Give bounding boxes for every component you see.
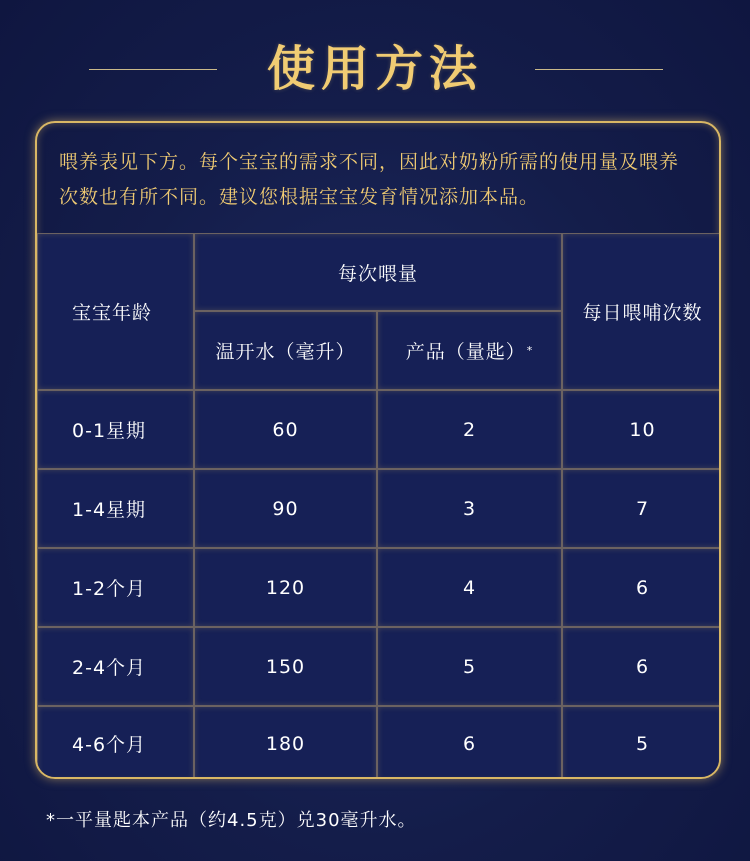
cell-daily: 10 bbox=[562, 390, 721, 469]
cell-water: 120 bbox=[194, 548, 377, 627]
cell-scoops: 6 bbox=[377, 706, 562, 779]
cell-water: 150 bbox=[194, 627, 377, 706]
header-product-footnote-mark: * bbox=[526, 344, 534, 357]
cell-age: 0-1星期 bbox=[37, 390, 194, 469]
intro-line-2: 次数也有所不同。建议您根据宝宝发育情况添加本品。 bbox=[59, 186, 540, 208]
cell-age: 2-4个月 bbox=[37, 627, 194, 706]
page-header bbox=[0, 0, 750, 130]
cell-water: 90 bbox=[194, 469, 377, 548]
cell-age: 1-2个月 bbox=[37, 548, 194, 627]
cell-daily: 5 bbox=[562, 706, 721, 779]
cell-water: 180 bbox=[194, 706, 377, 779]
feeding-guide-frame bbox=[35, 121, 721, 779]
header-divider-right bbox=[535, 69, 663, 70]
header-daily-feeds: 每日喂哺次数 bbox=[562, 233, 721, 390]
header-product-label: 产品（量匙） bbox=[405, 341, 526, 363]
header-product bbox=[377, 311, 562, 390]
cell-age: 1-4星期 bbox=[37, 469, 194, 548]
header-per-feed: 每次喂量 bbox=[194, 233, 562, 311]
cell-water: 60 bbox=[194, 390, 377, 469]
cell-scoops: 2 bbox=[377, 390, 562, 469]
cell-age: 4-6个月 bbox=[37, 706, 194, 779]
header-water: 温开水（毫升） bbox=[194, 311, 377, 390]
page-title: 使用方法 bbox=[266, 41, 483, 97]
intro-line-1: 喂养表见下方。每个宝宝的需求不同，因此对奶粉所需的使用量及喂养 bbox=[59, 151, 680, 173]
cell-daily: 6 bbox=[562, 627, 721, 706]
cell-daily: 7 bbox=[562, 469, 721, 548]
cell-scoops: 5 bbox=[377, 627, 562, 706]
footnote: *一平量匙本产品（约4.5克）兑30毫升水。 bbox=[46, 810, 417, 831]
header-age: 宝宝年龄 bbox=[37, 233, 194, 390]
intro-text bbox=[59, 145, 699, 215]
cell-scoops: 3 bbox=[377, 469, 562, 548]
cell-scoops: 4 bbox=[377, 548, 562, 627]
cell-daily: 6 bbox=[562, 548, 721, 627]
